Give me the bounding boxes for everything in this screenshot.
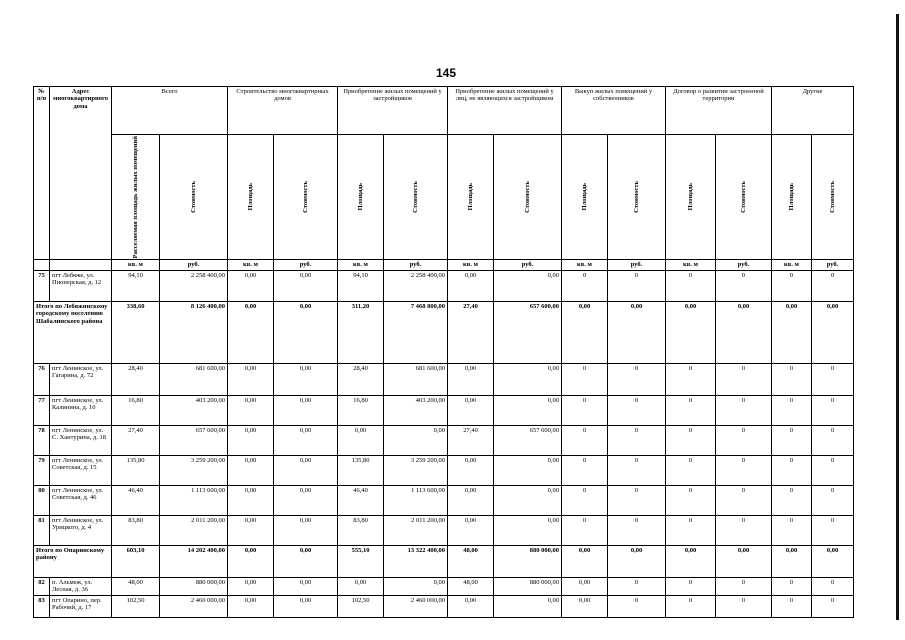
value-cell: 0 bbox=[666, 485, 716, 515]
unit-area: кв. м bbox=[338, 260, 384, 270]
value-cell: 0,00 bbox=[562, 595, 608, 617]
value-cell: 0 bbox=[716, 363, 772, 395]
subheader-area: Площадь bbox=[246, 183, 254, 211]
value-cell: 3 259 200,00 bbox=[384, 455, 448, 485]
value-cell: 0,00 bbox=[384, 577, 448, 595]
value-cell: 0 bbox=[772, 425, 812, 455]
value-cell: 0,00 bbox=[608, 301, 666, 363]
value-cell: 0,00 bbox=[716, 545, 772, 577]
value-cell: 0,00 bbox=[448, 515, 494, 545]
value-cell: 0 bbox=[666, 455, 716, 485]
unit-area: кв. м bbox=[228, 260, 274, 270]
value-cell: 0,00 bbox=[494, 455, 562, 485]
value-cell: 0 bbox=[562, 363, 608, 395]
subheader-area-total: Расселяемая площадь жилых помещений bbox=[131, 136, 139, 259]
value-cell: 0,00 bbox=[562, 301, 608, 363]
header-group-total: Всего bbox=[112, 87, 228, 135]
value-cell: 46,40 bbox=[338, 485, 384, 515]
value-cell: 16,80 bbox=[338, 395, 384, 425]
subheader-area: Площадь bbox=[466, 183, 474, 211]
value-cell: 2 460 000,00 bbox=[160, 595, 228, 617]
value-cell: 0 bbox=[812, 395, 854, 425]
value-cell: 0 bbox=[812, 363, 854, 395]
value-cell: 0 bbox=[608, 595, 666, 617]
header-address: Адрес многоквартирного дома bbox=[50, 87, 112, 260]
value-cell: 555,10 bbox=[338, 545, 384, 577]
value-cell: 0,00 bbox=[494, 515, 562, 545]
total-row bbox=[34, 301, 854, 363]
value-cell: 657 600,00 bbox=[160, 425, 228, 455]
table-row bbox=[34, 577, 854, 595]
value-cell: 0 bbox=[562, 425, 608, 455]
value-cell: 0 bbox=[812, 425, 854, 455]
row-address: пгт Ленинское, ул. Гагарина, д. 72 bbox=[50, 363, 112, 395]
subheader-area: Площадь bbox=[580, 183, 588, 211]
value-cell: 0,00 bbox=[274, 545, 338, 577]
value-cell: 0,00 bbox=[494, 270, 562, 301]
value-cell: 0 bbox=[772, 455, 812, 485]
value-cell: 83,80 bbox=[338, 515, 384, 545]
unit-cost: руб. bbox=[608, 260, 666, 270]
header-group-other: Другие bbox=[772, 87, 854, 135]
value-cell: 0,00 bbox=[448, 595, 494, 617]
header-group-development-contract: Договор о развитии застроенной территории bbox=[666, 87, 772, 135]
value-cell: 0,00 bbox=[274, 595, 338, 617]
value-cell: 0,00 bbox=[274, 577, 338, 595]
value-cell: 0 bbox=[716, 270, 772, 301]
value-cell: 0,00 bbox=[494, 363, 562, 395]
table-row bbox=[34, 455, 854, 485]
subheader-cost: Стоимость bbox=[632, 181, 640, 214]
value-cell: 0 bbox=[812, 455, 854, 485]
value-cell: 0 bbox=[812, 270, 854, 301]
value-cell: 3 259 200,00 bbox=[160, 455, 228, 485]
value-cell: 0,00 bbox=[274, 485, 338, 515]
value-cell: 0,00 bbox=[228, 455, 274, 485]
value-cell: 0,00 bbox=[608, 545, 666, 577]
value-cell: 28,40 bbox=[112, 363, 160, 395]
value-cell: 27,40 bbox=[448, 301, 494, 363]
subheader-area: Площадь bbox=[686, 183, 694, 211]
value-cell: 7 468 800,00 bbox=[384, 301, 448, 363]
value-cell: 0 bbox=[666, 515, 716, 545]
value-cell: 0 bbox=[772, 485, 812, 515]
value-cell: 0,00 bbox=[562, 577, 608, 595]
row-number: 82 bbox=[34, 577, 50, 595]
value-cell: 681 600,00 bbox=[160, 363, 228, 395]
row-address: пгт Ленинское, ул. Советская, д. 15 bbox=[50, 455, 112, 485]
value-cell: 880 000,00 bbox=[160, 577, 228, 595]
subheader-area: Площадь bbox=[356, 183, 364, 211]
value-cell: 0,00 bbox=[562, 545, 608, 577]
value-cell: 0,00 bbox=[274, 395, 338, 425]
subheader-cost: Стоимость bbox=[411, 181, 419, 214]
value-cell: 0 bbox=[716, 595, 772, 617]
value-cell: 0 bbox=[716, 577, 772, 595]
value-cell: 102,50 bbox=[112, 595, 160, 617]
unit-cost: руб. bbox=[494, 260, 562, 270]
subheader-area: Площадь bbox=[787, 183, 795, 211]
page-number: 145 bbox=[436, 66, 457, 80]
value-cell: 27,40 bbox=[112, 425, 160, 455]
value-cell: 0,00 bbox=[274, 515, 338, 545]
unit-cost: руб. bbox=[160, 260, 228, 270]
value-cell: 2 011 200,00 bbox=[384, 515, 448, 545]
value-cell: 27,40 bbox=[448, 425, 494, 455]
row-number: 80 bbox=[34, 485, 50, 515]
value-cell: 0 bbox=[608, 425, 666, 455]
value-cell: 657 600,00 bbox=[494, 301, 562, 363]
value-cell: 2 011 200,00 bbox=[160, 515, 228, 545]
value-cell: 0,00 bbox=[228, 545, 274, 577]
value-cell: 0,00 bbox=[274, 455, 338, 485]
row-address: пгт Ленинское, ул. Калинина, д. 10 bbox=[50, 395, 112, 425]
value-cell: 0 bbox=[812, 485, 854, 515]
value-cell: 0,00 bbox=[448, 395, 494, 425]
unit-cost: руб. bbox=[384, 260, 448, 270]
resettlement-table bbox=[33, 86, 854, 618]
value-cell: 46,40 bbox=[112, 485, 160, 515]
row-number: 76 bbox=[34, 363, 50, 395]
scan-edge-bar bbox=[896, 14, 899, 620]
value-cell: 0,00 bbox=[494, 595, 562, 617]
value-cell: 0 bbox=[666, 595, 716, 617]
value-cell: 0 bbox=[666, 425, 716, 455]
value-cell: 0,00 bbox=[338, 577, 384, 595]
subheader-cost: Стоимость bbox=[301, 181, 309, 214]
unit-cost: руб. bbox=[812, 260, 854, 270]
unit-cost: руб. bbox=[716, 260, 772, 270]
value-cell: 0,00 bbox=[228, 485, 274, 515]
row-number: 79 bbox=[34, 455, 50, 485]
row-number: 81 bbox=[34, 515, 50, 545]
row-address: пгт Опарино, пер. Рабочий, д. 17 bbox=[50, 595, 112, 617]
subheader-cost: Стоимость bbox=[739, 181, 747, 214]
table-row bbox=[34, 395, 854, 425]
value-cell: 0,00 bbox=[228, 595, 274, 617]
unit-area: кв. м bbox=[448, 260, 494, 270]
table-row bbox=[34, 485, 854, 515]
value-cell: 0 bbox=[716, 455, 772, 485]
value-cell: 0 bbox=[812, 515, 854, 545]
value-cell: 0 bbox=[772, 363, 812, 395]
value-cell: 0,00 bbox=[716, 301, 772, 363]
value-cell: 0 bbox=[608, 395, 666, 425]
value-cell: 0,00 bbox=[494, 395, 562, 425]
subheader-cost: Стоимость bbox=[828, 181, 836, 214]
value-cell: 0,00 bbox=[228, 270, 274, 301]
value-cell: 0 bbox=[772, 595, 812, 617]
value-cell: 0 bbox=[716, 485, 772, 515]
table-body bbox=[34, 270, 854, 617]
value-cell: 0 bbox=[772, 515, 812, 545]
value-cell: 1 113 600,00 bbox=[384, 485, 448, 515]
header-group-buyout: Выкуп жилых помещений у собственников bbox=[562, 87, 666, 135]
value-cell: 0 bbox=[608, 270, 666, 301]
row-address: пгт Лебяже, ул. Пионерская, д. 12 bbox=[50, 270, 112, 301]
table-row bbox=[34, 363, 854, 395]
value-cell: 1 113 600,00 bbox=[160, 485, 228, 515]
row-number: 78 bbox=[34, 425, 50, 455]
value-cell: 0,00 bbox=[338, 425, 384, 455]
value-cell: 0 bbox=[812, 595, 854, 617]
value-cell: 880 000,00 bbox=[494, 577, 562, 595]
value-cell: 48,00 bbox=[448, 545, 494, 577]
value-cell: 0 bbox=[772, 270, 812, 301]
value-cell: 0,00 bbox=[666, 545, 716, 577]
value-cell: 603,10 bbox=[112, 545, 160, 577]
header-group-construction: Строительство многоквартирных домов bbox=[228, 87, 338, 135]
value-cell: 14 202 400,00 bbox=[160, 545, 228, 577]
value-cell: 681 600,00 bbox=[384, 363, 448, 395]
value-cell: 0 bbox=[772, 577, 812, 595]
unit-area: кв. м bbox=[112, 260, 160, 270]
header-group-developers: Приобретение жилых помещений у застройщиков bbox=[338, 87, 448, 135]
value-cell: 0 bbox=[562, 395, 608, 425]
unit-area: кв. м bbox=[772, 260, 812, 270]
value-cell: 48,00 bbox=[112, 577, 160, 595]
value-cell: 0,00 bbox=[384, 425, 448, 455]
total-label: Итого по Лебяжинскому городскому поселению Шабалинского района bbox=[34, 301, 112, 363]
value-cell: 0,00 bbox=[772, 545, 812, 577]
unit-area: кв. м bbox=[666, 260, 716, 270]
header-num: № п/п bbox=[34, 87, 50, 260]
value-cell: 8 126 400,00 bbox=[160, 301, 228, 363]
value-cell: 135,80 bbox=[338, 455, 384, 485]
value-cell: 28,40 bbox=[338, 363, 384, 395]
subheader-cost: Стоимость bbox=[523, 181, 531, 214]
value-cell: 2 460 000,00 bbox=[384, 595, 448, 617]
value-cell: 0,00 bbox=[228, 301, 274, 363]
value-cell: 0 bbox=[716, 395, 772, 425]
subheader-cost: Стоимость bbox=[189, 181, 197, 214]
table-row bbox=[34, 595, 854, 617]
row-address: п. Альмеж, ул. Лесная, д. 36 bbox=[50, 577, 112, 595]
value-cell: 403 200,00 bbox=[384, 395, 448, 425]
value-cell: 0,00 bbox=[228, 515, 274, 545]
value-cell: 0,00 bbox=[772, 301, 812, 363]
value-cell: 0,00 bbox=[274, 301, 338, 363]
row-number: 75 bbox=[34, 270, 50, 301]
value-cell: 0 bbox=[666, 577, 716, 595]
value-cell: 13 322 400,00 bbox=[384, 545, 448, 577]
value-cell: 0 bbox=[608, 455, 666, 485]
value-cell: 338,60 bbox=[112, 301, 160, 363]
value-cell: 0 bbox=[562, 485, 608, 515]
total-row bbox=[34, 545, 854, 577]
value-cell: 0,00 bbox=[448, 485, 494, 515]
row-address: пгт Ленинское, ул. С. Хантурина, д. 18 bbox=[50, 425, 112, 455]
value-cell: 0,00 bbox=[228, 577, 274, 595]
row-address: пгт Ленинское, ул. Советская, д. 46 bbox=[50, 485, 112, 515]
value-cell: 0 bbox=[716, 515, 772, 545]
value-cell: 0 bbox=[772, 395, 812, 425]
value-cell: 0,00 bbox=[448, 270, 494, 301]
value-cell: 0,00 bbox=[812, 545, 854, 577]
value-cell: 0 bbox=[562, 455, 608, 485]
unit-area: кв. м bbox=[562, 260, 608, 270]
value-cell: 0,00 bbox=[228, 363, 274, 395]
value-cell: 0 bbox=[666, 363, 716, 395]
value-cell: 0 bbox=[608, 485, 666, 515]
value-cell: 135,80 bbox=[112, 455, 160, 485]
value-cell: 83,80 bbox=[112, 515, 160, 545]
value-cell: 2 258 400,00 bbox=[160, 270, 228, 301]
value-cell: 16,80 bbox=[112, 395, 160, 425]
value-cell: 0 bbox=[608, 515, 666, 545]
value-cell: 0,00 bbox=[274, 363, 338, 395]
value-cell: 0,00 bbox=[274, 270, 338, 301]
value-cell: 0,00 bbox=[448, 363, 494, 395]
value-cell: 0 bbox=[666, 395, 716, 425]
value-cell: 0 bbox=[716, 425, 772, 455]
table-row bbox=[34, 515, 854, 545]
value-cell: 880 000,00 bbox=[494, 545, 562, 577]
row-address: пгт Ленинское, ул. Урицкого, д. 4 bbox=[50, 515, 112, 545]
value-cell: 0 bbox=[608, 363, 666, 395]
value-cell: 311,20 bbox=[338, 301, 384, 363]
value-cell: 0 bbox=[562, 270, 608, 301]
value-cell: 0,00 bbox=[228, 425, 274, 455]
value-cell: 0,00 bbox=[812, 301, 854, 363]
unit-cost: руб. bbox=[274, 260, 338, 270]
value-cell: 94,10 bbox=[112, 270, 160, 301]
value-cell: 0,00 bbox=[666, 301, 716, 363]
header-group-non-developers: Приобретение жилых помещений у лиц, не являющихся застройщиком bbox=[448, 87, 562, 135]
value-cell: 0,00 bbox=[274, 425, 338, 455]
value-cell: 94,10 bbox=[338, 270, 384, 301]
value-cell: 102,50 bbox=[338, 595, 384, 617]
value-cell: 0 bbox=[608, 577, 666, 595]
value-cell: 0 bbox=[812, 577, 854, 595]
value-cell: 0 bbox=[666, 270, 716, 301]
value-cell: 657 600,00 bbox=[494, 425, 562, 455]
total-label: Итого по Опаринскому району bbox=[34, 545, 112, 577]
value-cell: 0 bbox=[562, 515, 608, 545]
value-cell: 403 200,00 bbox=[160, 395, 228, 425]
table-row bbox=[34, 425, 854, 455]
value-cell: 0,00 bbox=[448, 455, 494, 485]
value-cell: 2 258 400,00 bbox=[384, 270, 448, 301]
table-row bbox=[34, 270, 854, 301]
value-cell: 48,00 bbox=[448, 577, 494, 595]
value-cell: 0,00 bbox=[494, 485, 562, 515]
row-number: 83 bbox=[34, 595, 50, 617]
value-cell: 0,00 bbox=[228, 395, 274, 425]
row-number: 77 bbox=[34, 395, 50, 425]
